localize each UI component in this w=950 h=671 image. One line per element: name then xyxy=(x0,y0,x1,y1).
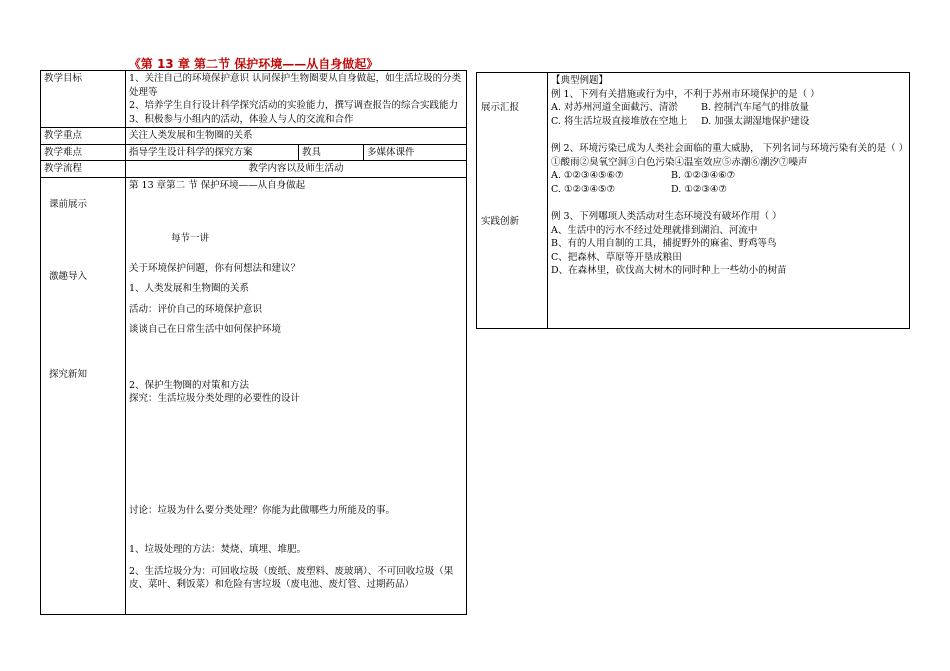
example-3: 例 3、下列哪项人类活动对生态环境没有破坏作用（ ） xyxy=(551,211,782,222)
content-heading: 第 13 章第二 节 保护环境——从自身做起 xyxy=(129,179,306,191)
stage-preclass: 课前展示 xyxy=(49,198,88,210)
ex3-option-d: D、在森林里，砍伐高大树木的同时种上一些幼小的树苗 xyxy=(551,265,787,276)
key-label: 教学重点 xyxy=(41,128,126,145)
tools-label: 教具 xyxy=(299,144,364,161)
ex1-option-d: D. 加强太湖湿地保护建设 xyxy=(701,115,810,127)
ex1-option-b: B. 控制汽车尾气的排放量 xyxy=(701,102,810,113)
ex2-option-d: D. ①②③④⑦ xyxy=(671,183,727,195)
example-2: 例 2、环境污染已成为人类社会面临的重大威胁， 下列名词与环境污染有关的是（ ） xyxy=(551,143,909,154)
right-table xyxy=(476,72,910,329)
goal-1: 1、关注自己的环境保护意识 认同保护生物圈要从自身做起，如生活垃圾的分类处理等 xyxy=(129,73,462,98)
example-2-options-ab xyxy=(551,169,906,183)
example-2-items: ①酸雨②臭氧空洞③白色污染④温室效应⑤赤潮⑥潮汐⑦噪声 xyxy=(551,156,808,168)
difficulty-label: 教学难点 xyxy=(41,144,126,161)
example-1-options-ab xyxy=(551,101,906,115)
goal-3: 3、积极参与小组内的活动，体验人与人的交流和合作 xyxy=(129,113,354,125)
stage-intro: 激趣导入 xyxy=(49,270,88,282)
explore: 探究：生活垃圾分类处理的必要性的设计 xyxy=(129,393,301,404)
point-1: 1、人类发展和生物圈的关系 xyxy=(129,283,250,294)
ex1-option-c: C. 将生活垃圾直接堆放在空地上 xyxy=(551,115,688,127)
stage-labels-cell xyxy=(41,177,126,614)
document-title: 《第 13 章 第二节 保护环境——从自身做起》 xyxy=(128,57,379,71)
ex1-option-a: A. 对苏州河道全面截污、清淤 xyxy=(551,102,678,113)
goals-cell xyxy=(126,71,467,128)
ex3-option-c: C、把森林、草原等开垦成粮田 xyxy=(551,251,682,263)
method-2: 2、生活垃圾分为：可回收垃圾（废纸、废塑料、废玻璃）、不可回收垃圾（果皮、菜叶、剩饭菜）和危险有害垃圾（废电池、废灯管、过期药品） xyxy=(129,565,454,590)
ex2-option-c: C. ①②③④⑤⑦ xyxy=(551,183,616,195)
discuss-protect: 谈谈自己在日常生活中如何保护环境 xyxy=(129,324,282,335)
ex2-option-a: A. ①②③④⑤⑥⑦ xyxy=(551,170,624,181)
example-1: 例 1、下列有关措施或行为中，不利于苏州市环境保护的是（ ） xyxy=(551,88,820,100)
right-content-cell xyxy=(548,73,910,329)
key-point: 关注人类发展和生物圈的关系 xyxy=(126,128,467,145)
tools-value: 多媒体课件 xyxy=(364,144,467,161)
activity: 活动：评价自己的环境保护意识 xyxy=(129,303,263,315)
label-report: 展示汇报 xyxy=(481,102,520,113)
discussion: 讨论：垃圾为什么要分类处理？你能为此做哪些力所能及的事。 xyxy=(129,504,396,516)
method-1: 1、垃圾处理的方法：焚烧、填埋、堆肥。 xyxy=(129,544,307,555)
stage-explore: 探究新知 xyxy=(49,368,88,380)
flow-header: 教学内容以及师生活动 xyxy=(126,161,467,178)
content-cell xyxy=(126,177,467,614)
ex2-option-b: B. ①②③④⑥⑦ xyxy=(671,170,736,181)
example-2-options-cd xyxy=(551,183,906,197)
typical-heading: 【典型例题】 xyxy=(551,75,609,86)
ex3-option-a: A、生活中的污水不经过处理就排到湖泊、河流中 xyxy=(551,224,758,236)
right-labels-cell xyxy=(477,73,548,329)
ex3-option-b: B、有的人用自制的工具，捕捉野外的麻雀、野鸡等鸟 xyxy=(551,238,777,249)
goals-label: 教学目标 xyxy=(41,71,126,128)
goal-2: 2、培养学生自行设计科学探究活动的实验能力，撰写调查报告的综合实践能力 xyxy=(129,100,459,111)
difficulty-point: 指导学生设计科学的探究方案 xyxy=(126,144,299,161)
point-2: 2、保护生物圈的对策和方法 xyxy=(129,379,250,391)
daily-lecture: 每节一讲 xyxy=(171,233,210,244)
flow-label: 教学流程 xyxy=(41,161,126,178)
label-practice: 实践创新 xyxy=(481,216,520,227)
question: 关于环境保护问题，你有何想法和建议？ xyxy=(129,262,301,274)
lesson-plan-table xyxy=(40,70,467,615)
example-1-options-cd xyxy=(551,115,906,129)
